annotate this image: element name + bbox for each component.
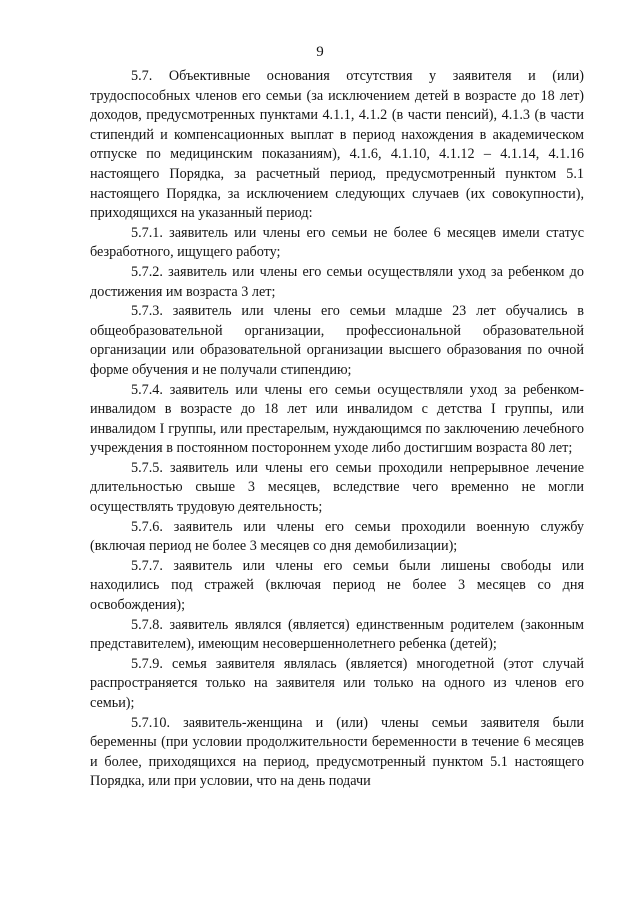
paragraph-5-7-7: 5.7.7. заявитель или члены его семьи были лишены свободы или находились под стражей (включая период не более 3 месяцев со дня освобождения); [90,557,584,614]
paragraph-5-7-6: 5.7.6. заявитель или члены его семьи проходили военную службу (включая период не более 3 месяцев со дня демобилизации); [90,518,584,555]
paragraph-5-7-5: 5.7.5. заявитель или члены его семьи проходили непрерывное лечение длительностью свыше 3 месяцев, вследствие чего временно не могли осуществлять трудовую деятельность; [90,459,584,516]
document-body [90,67,584,792]
paragraph-5-7-8: 5.7.8. заявитель являлся (является) единственным родителем (законным представителем), имеющим несовершеннолетнего ребенка (детей); [90,616,584,653]
paragraph-5-7-3: 5.7.3. заявитель или члены его семьи младше 23 лет обучались в общеобразовательной организации, профессиональной образовательной организации или образовательной организации высшего образования по очной форме обучения и не получали стипендию; [90,303,584,378]
page-number: 9 [316,44,324,60]
paragraph-5-7-1: 5.7.1. заявитель или члены его семьи не более 6 месяцев имели статус безработного, ищущего работу; [90,224,584,261]
paragraph-5-7-10: 5.7.10. заявитель-женщина и (или) члены семьи заявителя были беременны (при условии продолжительности беременности в течение 6 месяцев и более, приходящихся на период, предусмотренный пунктом 5.1 настоящего Порядка, или при условии, что на день подачи [90,714,584,790]
paragraph-5-7: 5.7. Объективные основания отсутствия у заявителя и (или) трудоспособных членов его семьи (за исключением детей в возрасте до 18 лет) доходов, предусмотренных пунктами 4.1.1, 4.1.2 (в части пенсий), 4.1.3 (в части стипендий и компенсационных выплат в период нахождения в академическом отпуске по медицинским показаниям), 4.1.6, 4.1.10, 4.1.12 – 4.1.14, 4.1.16 настоящего Порядка, за расчетный период, предусмотренный пунктом 5.1 настоящего Порядка, за исключением следующих случаев (их совокупности), приходящихся на указанный период: [90,68,584,222]
paragraph-5-7-9: 5.7.9. семья заявителя являлась (является) многодетной (этот случай распространяется только на заявителя или только на одного из членов его семьи); [90,655,584,711]
paragraph-5-7-4: 5.7.4. заявитель или члены его семьи осуществляли уход за ребенком-инвалидом в возрасте до 18 лет или инвалидом с детства I группы, или инвалидом I группы, или престарелым, нуждающимся по заключению лечебного учреждения в постоянном постороннем уходе либо достигшим возраста 80 лет; [90,381,584,457]
paragraph-5-7-2: 5.7.2. заявитель или члены его семьи осуществляли уход за ребенком до достижения им возраста 3 лет; [90,263,584,300]
